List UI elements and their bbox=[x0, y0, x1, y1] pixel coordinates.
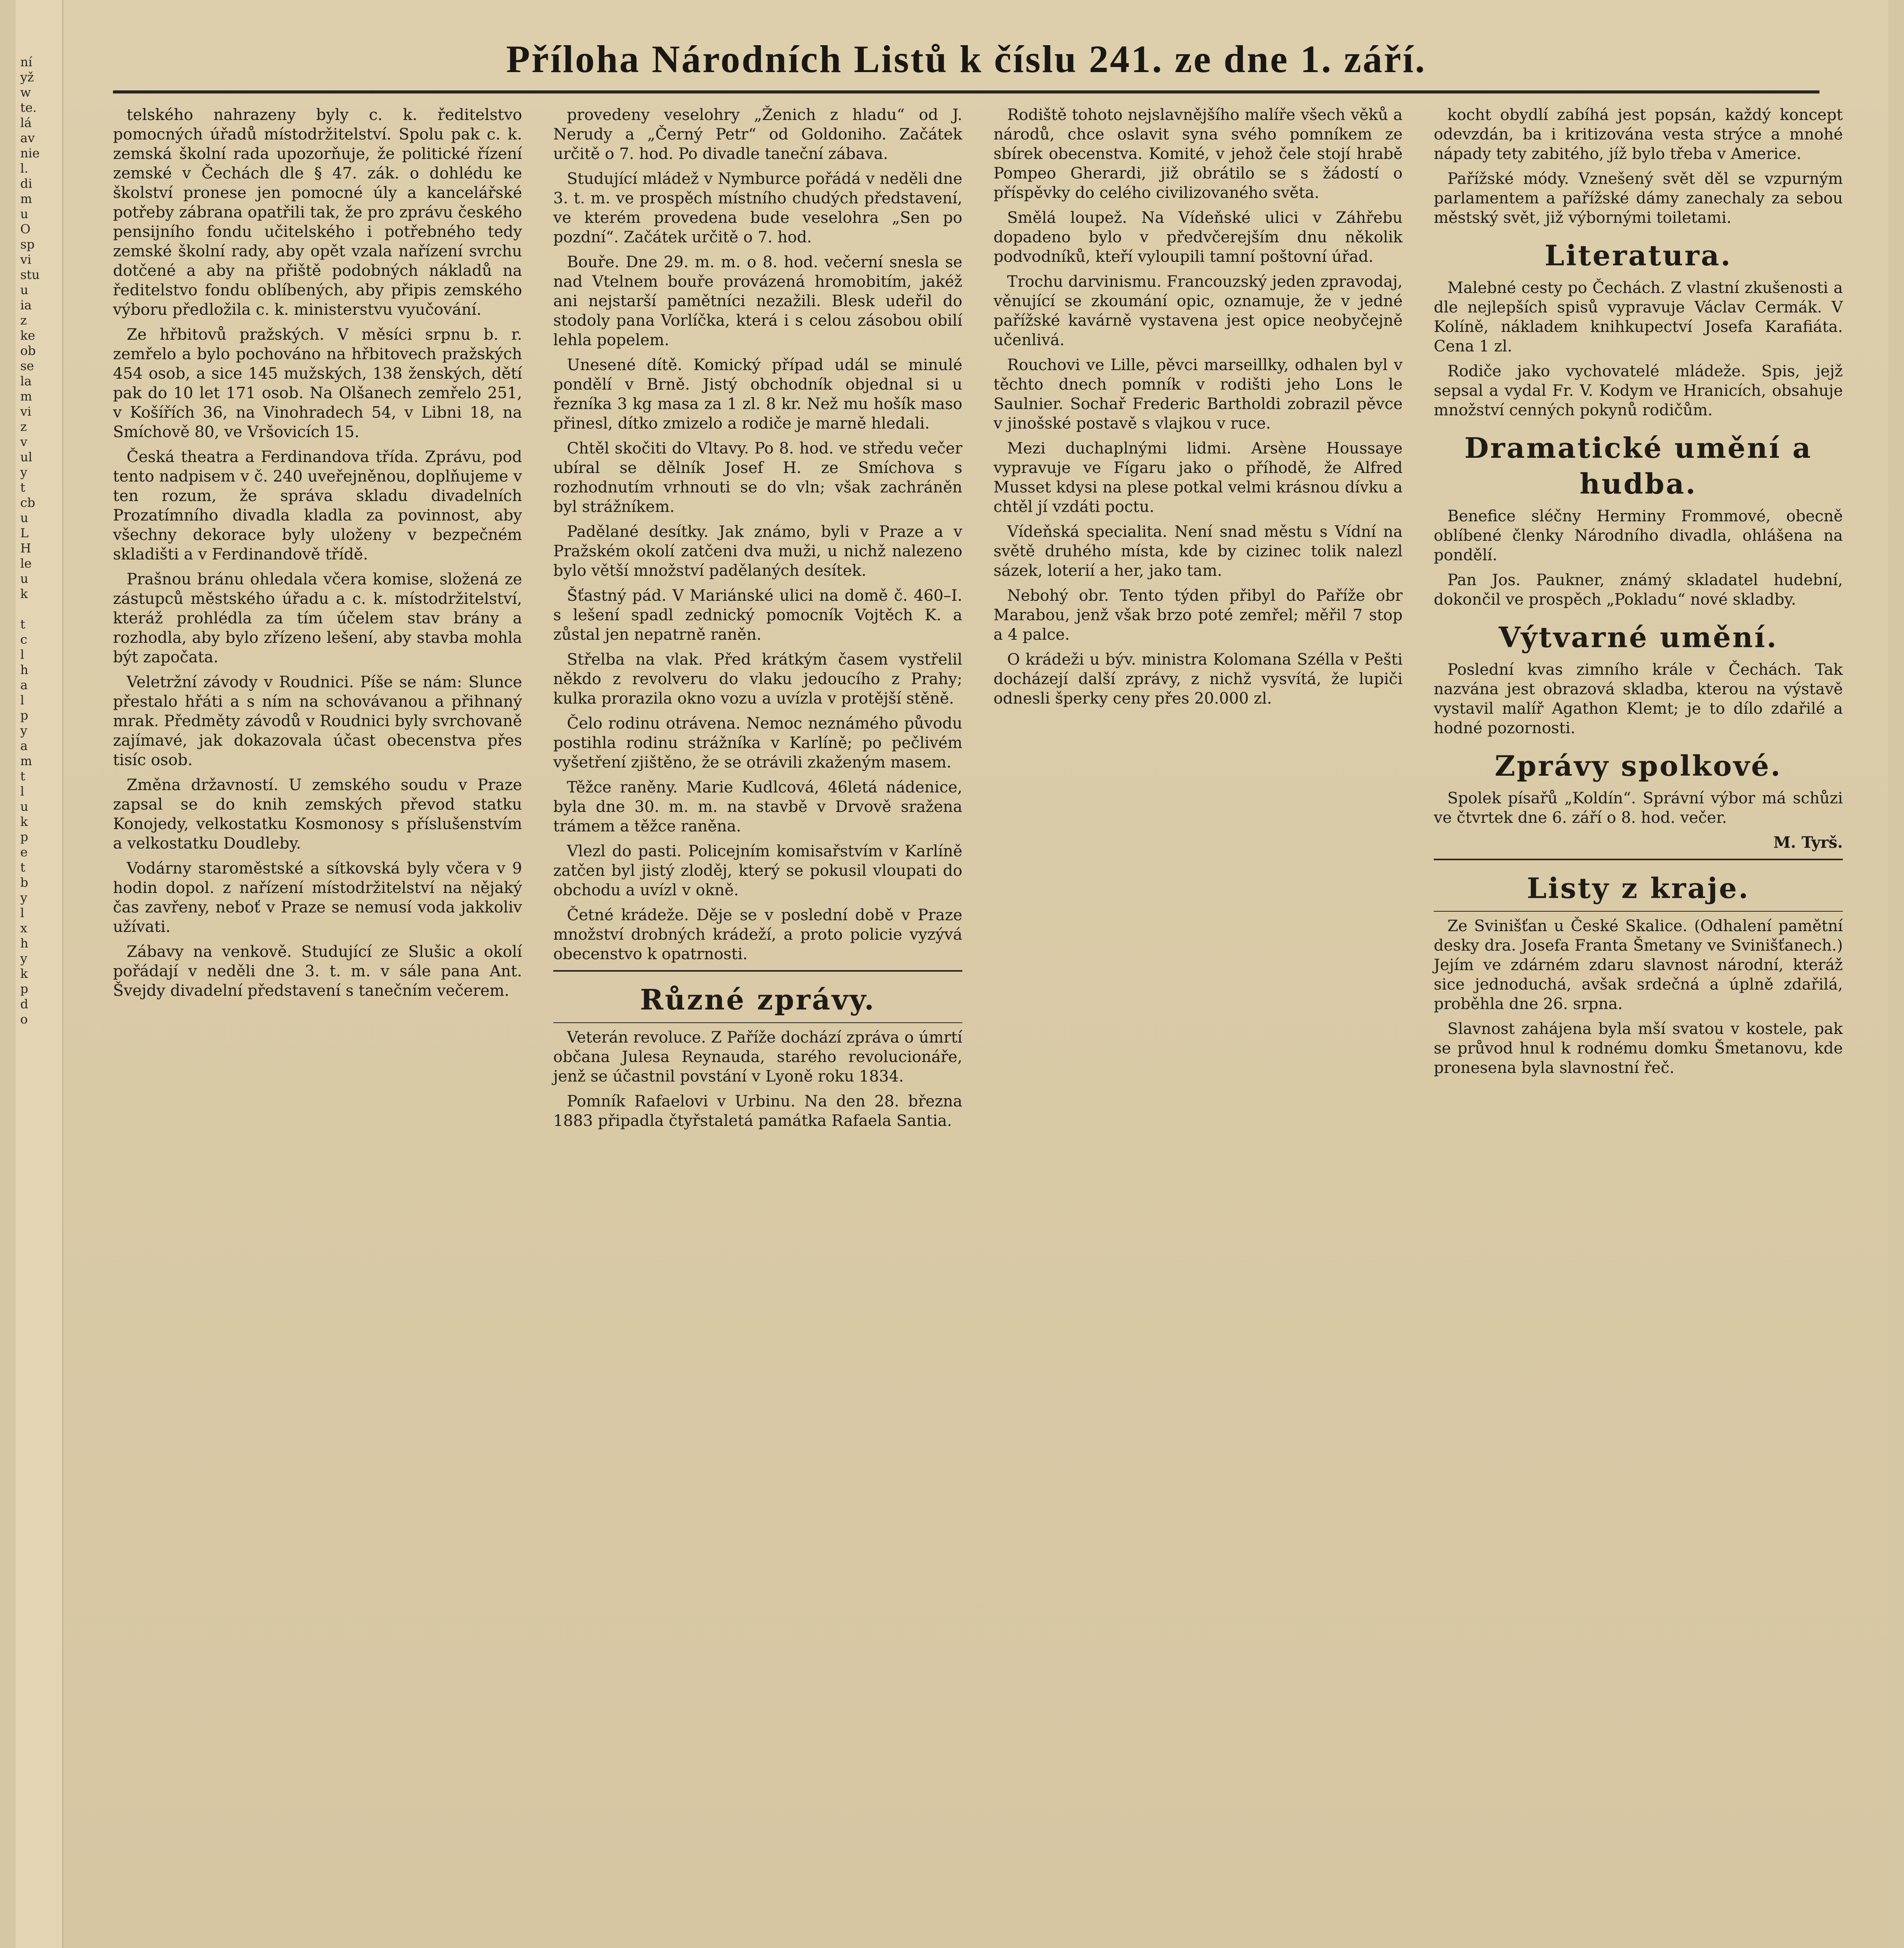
section-title: Listy z kraje. bbox=[1526, 872, 1750, 905]
article-paragraph: O krádeži u býv. ministra Kolomana Szélla v Pešti docházejí další zprávy, z nichž vysvítá, že lupiči odnesli šperky ceny přes 20.000 zl. bbox=[993, 651, 1403, 708]
article-paragraph: Benefice sléčny Herminy Frommové, obecně oblíbené členky Národního divadla, ohlášena na pondělí. bbox=[1434, 507, 1843, 564]
article-paragraph: kocht obydlí zabíhá jest popsán, každý koncept odevzdán, ba i kritizována vesta strýce a mnohé nápady tety zabitého, jíž bylo třeba v Americe. bbox=[1434, 106, 1843, 163]
article-paragraph: Pomník Rafaelovi v Urbinu. Na den 28. března 1883 připadla čtyřstaletá památka Rafaela Santia. bbox=[553, 1092, 962, 1130]
article-paragraph: Veterán revoluce. Z Paříže dochází zpráva o úmrtí občana Julesa Reynauda, starého revolucionáře, jenž se účastnil povstání v Lyoně roku 1834. bbox=[553, 1029, 962, 1085]
author-signature: M. Tyrš. bbox=[1773, 833, 1843, 852]
article-paragraph: Rodiče jako vychovatelé mládeže. Spis, jejž sepsal a vydal Fr. V. Kodym ve Hranicích, obsahuje množství cenných pokynů rodičům. bbox=[1434, 362, 1843, 419]
article-paragraph: Slavnost zahájena byla mší svatou v kostele, pak se průvod hnul k rodnému domku Šmetanovu, kde pronesena byla slavnostní řeč. bbox=[1434, 1020, 1843, 1077]
section-title: Zprávy spolkové. bbox=[1495, 749, 1782, 782]
newspaper-header bbox=[113, 32, 1819, 94]
article-paragraph: Česká theatra a Ferdinandova třída. Zprávu, pod tento nadpisem v č. 240 uveřejněnou, doplňujeme v ten rozum, že správa skladu divadelních Prozatímního divadla kladla za povinnost, aby všechny dekorace byly uloženy v bezpečném skladišti a v Ferdinandově třídě. bbox=[113, 448, 522, 563]
section-title: Literatura. bbox=[1544, 239, 1732, 272]
section-subdivider bbox=[553, 1022, 962, 1023]
article-paragraph: Ze Svinišťan u České Skalice. (Odhalení pamětní desky dra. Josefa Franta Šmetany ve Svinišťanech.) Jejím ve zdárném zdaru slavnost národní, kteráž sice jednoduchá, avšak srdečná a úplně zdařilá, proběhla dne 26. srpna. bbox=[1434, 917, 1843, 1013]
column-2 bbox=[553, 105, 962, 1136]
article-paragraph: Nebohý obr. Tento týden přibyl do Paříže obr Marabou, jenž však brzo poté zemřel; měřil 7 stop a 4 palce. bbox=[993, 587, 1403, 644]
article-paragraph: Čelo rodinu otrávena. Nemoc neznámého původu postihla rodinu strážníka v Karlíně; po pečlivém vyšetření zjištěno, že se otrávili zkaženým masem. bbox=[553, 715, 962, 771]
article-paragraph: Pařížské módy. Vznešený svět děl se vzpurným parlamentem a pařížské dámy zanechaly za sebou městský svět, již výbornými toiletami. bbox=[1434, 170, 1843, 227]
article-paragraph: Smělá loupež. Na Vídeňské ulici v Záhřebu dopadeno bylo v předvčerejším dnu několik podvodníků, kteří vyloupili tamní poštovní úřad. bbox=[993, 209, 1403, 266]
article-paragraph: Vídeňská specialita. Není snad městu s Vídní na světě druhého místa, kde by cizinec tolik nalezl sázek, loterií a her, jako tam. bbox=[993, 523, 1403, 580]
article-paragraph: Vodárny staroměstské a sítkovská byly včera v 9 hodin dopol. z nařízení místodržitelství na nějaký čas zavřeny, neboť v Praze se nemusí voda jakkoliv užívati. bbox=[113, 859, 522, 936]
section-subdivider bbox=[1434, 911, 1843, 912]
article-paragraph: Malebné cesty po Čechách. Z vlastní zkušenosti a dle nejlepších spisů vypravuje Václav Cermák. V Kolíně, nákladem knihkupectví Josefa Karafiáta. Cena 1 zl. bbox=[1434, 279, 1843, 355]
article-paragraph: Chtěl skočiti do Vltavy. Po 8. hod. ve středu večer ubíral se dělník Josef H. ze Smíchova s rozhodnutím vrhnouti se do vln; však zachráněn byl strážníkem. bbox=[553, 439, 962, 516]
article-paragraph: Rodiště tohoto nejslavnějšího malíře všech věků a národů, chce oslavit syna svého pomníkem ze sbírek obecenstva. Komité, v jehož čele stojí hrabě Pompeo Gherardi, již obrátilo se s žádostí o příspěvky do celého civilizovaného světa. bbox=[993, 106, 1403, 202]
article-paragraph: Bouře. Dne 29. m. m. o 8. hod. večerní snesla se nad Vtelnem bouře provázená hromobitím, jakéž ani nejstarší pamětníci nezažili. Blesk udeřil do stodoly pana Vorlíčka, která i s celou zásobou obilí lehla popelem. bbox=[553, 253, 962, 349]
article-paragraph: Střelba na vlak. Před krátkým časem vystřelil někdo z revolveru do vlaku jedoucího z Prahy; kulka prorazila okno vozu a uvízla v protější stěně. bbox=[553, 651, 962, 708]
section-title: Různé zprávy. bbox=[640, 983, 876, 1016]
article-paragraph: Spolek písařů „Koldín“. Správní výbor má schůzi ve čtvrtek dne 6. září o 8. hod. večer. bbox=[1434, 789, 1843, 827]
article-paragraph: Rouchovi ve Lille, pěvci marseillky, odhalen byl v těchto dnech pomník v rodišti jeho Lons le Saulnier. Sochař Frederic Bartholdi zobrazil pěvce v jinošské postavě s vlajkou v ruce. bbox=[993, 356, 1403, 432]
article-paragraph: Četné krádeže. Děje se v poslední době v Praze množství drobných krádeží, a proto policie vyzývá obecenstvo k opatrnosti. bbox=[553, 906, 962, 963]
article-paragraph: Padělané desítky. Jak známo, byli v Praze a v Pražském okolí zatčeni dva muži, u nichž nalezeno bylo větší množství padělaných desítek. bbox=[553, 523, 962, 580]
article-paragraph: Prašnou bránu ohledala včera komise, složená ze zástupců městského úřadu a c. k. místodržitelství, kteráž prohlédla za tím účelem stav brány a rozhodla, aby bylo zřízeno lešení, aby stavba mohla být započata. bbox=[113, 570, 522, 666]
article-paragraph: Veletržní závody v Roudnici. Píše se nám: Slunce přestalo hřáti a s ním na schovávanou a přihnaný mrak. Předměty závodů v Roudnici byly svrchovaně zajímavé, jak dokazovala účast obecenstva přes tisíc osob. bbox=[113, 673, 522, 769]
article-paragraph: Vlezl do pasti. Policejním komisařstvím v Karlíně zatčen byl jistý zloděj, který se pokusil vloupati do obchodu a uvízl v okně. bbox=[553, 842, 962, 899]
left-margin-text: ní yž w te. lá av nie l. di m u O sp vi stu u ia z ke ob se la m vi z v ul y t cb u L H le u k t c l h a l p y a m t l u k p e t b y l x h y k p d o bbox=[20, 55, 40, 1027]
section-divider bbox=[553, 970, 962, 972]
article-paragraph: Unesené dítě. Komický případ udál se minulé pondělí v Brně. Jistý obchodník objednal si u řezníka 3 kg masa za 1 zl. 8 kr. Než mu hošík maso přinesl, dítko zmizelo a rodiče je marně hledali. bbox=[553, 356, 962, 432]
page-sheet bbox=[16, 0, 1888, 1948]
section-title: Dramatické umění a hudba. bbox=[1464, 431, 1812, 500]
article-paragraph: provedeny veselohry „Ženich z hladu“ od J. Nerudy a „Černý Petr“ od Goldoniho. Začátek určitě o 7. hod. Po divadle taneční zábava. bbox=[553, 106, 962, 163]
section-divider bbox=[1434, 859, 1843, 860]
article-paragraph: Ze hřbitovů pražských. V měsíci srpnu b. r. zemřelo a bylo pochováno na hřbitovech pražských 454 osob, a sice 145 mužských, 138 ženských, dětí pak do 10 let 171 osob. Na Olšanech zemřelo 251, v Košířích 36, na Vinohradech 54, v Libni 18, na Smíchově 80, ve Vršovicích 15. bbox=[113, 326, 522, 441]
article-paragraph: Pan Jos. Paukner, známý skladatel hudební, dokončil ve prospěch „Pokladu“ nové skladby. bbox=[1434, 571, 1843, 609]
column-1 bbox=[113, 105, 522, 1006]
column-3 bbox=[993, 105, 1403, 714]
article-paragraph: Zábavy na venkově. Studující ze Slušic a okolí pořádají v neděli dne 3. t. m. v sále pana Ant. Švejdy divadelní představení s tanečním večerem. bbox=[113, 943, 522, 1000]
section-title: Výtvarné umění. bbox=[1498, 621, 1778, 654]
article-paragraph: telského nahrazeny byly c. k. ředitelstvo pomocných úřadů místodržitelství. Spolu pak c. k. zemská školní rada upozorňuje, že politické řízení zemské v Čechách dle § 47. zák. o dohlédu ke školství pronese jen pomocné úly a kancelářské potřeby zábrana opatřili tak, že pro zprávu českého pensijního fondu učitelského i potřebného tedy zemské školní rady, aby opět vzala nařízení svrchu dotčené a aby na přiště podobných nákladů na ředitelstvo fondu oblíbených, aby připis zemského výboru předložila c. k. ministerstvu vyučování. bbox=[113, 106, 522, 319]
article-paragraph: Studující mládež v Nymburce pořádá v neděli dne 3. t. m. ve prospěch místního chudých představení, ve kterém provedena bude veselohra „Sen po pozdní“. Začátek určitě o 7. hod. bbox=[553, 170, 962, 246]
article-paragraph: Trochu darvinismu. Francouzský jeden zpravodaj, věnující se zkoumání opic, oznamuje, že v jedné pařížské kavárně vystavena jest opice neobyčejně učenlivá. bbox=[993, 273, 1403, 349]
newspaper-title: Příloha Národních Listů k číslu 241. ze dne 1. září. bbox=[506, 37, 1426, 81]
article-paragraph: Změna državností. U zemského soudu v Praze zapsal se do knih zemských převod statku Konojedy, velkostatku Kosmonosy s příslušenstvím a velkostatku Doudleby. bbox=[113, 776, 522, 852]
article-paragraph: Poslední kvas zimního krále v Čechách. Tak nazvána jest obrazová skladba, kterou na výstavě vystavil malíř Agathon Klemt; je to dílo zdařilé a hodné pozornosti. bbox=[1434, 661, 1843, 737]
article-paragraph: Šťastný pád. V Mariánské ulici na domě č. 460–I. s lešení spadl zednický pomocník Vojtěch K. a zůstal jen nepatrně raněn. bbox=[553, 587, 962, 644]
article-paragraph: Mezi duchaplnými lidmi. Arsène Houssaye vypravuje ve Fígaru jako o příhodě, že Alfred Musset kdysi na plese potkal velmi krásnou dívku a chtěl jí vzdáti poctu. bbox=[993, 439, 1403, 516]
article-paragraph: Těžce raněny. Marie Kudlcová, 46letá nádenice, byla dne 30. m. m. na stavbě v Drvově sražena trámem a těžce raněna. bbox=[553, 778, 962, 835]
column-4 bbox=[1434, 105, 1843, 1083]
